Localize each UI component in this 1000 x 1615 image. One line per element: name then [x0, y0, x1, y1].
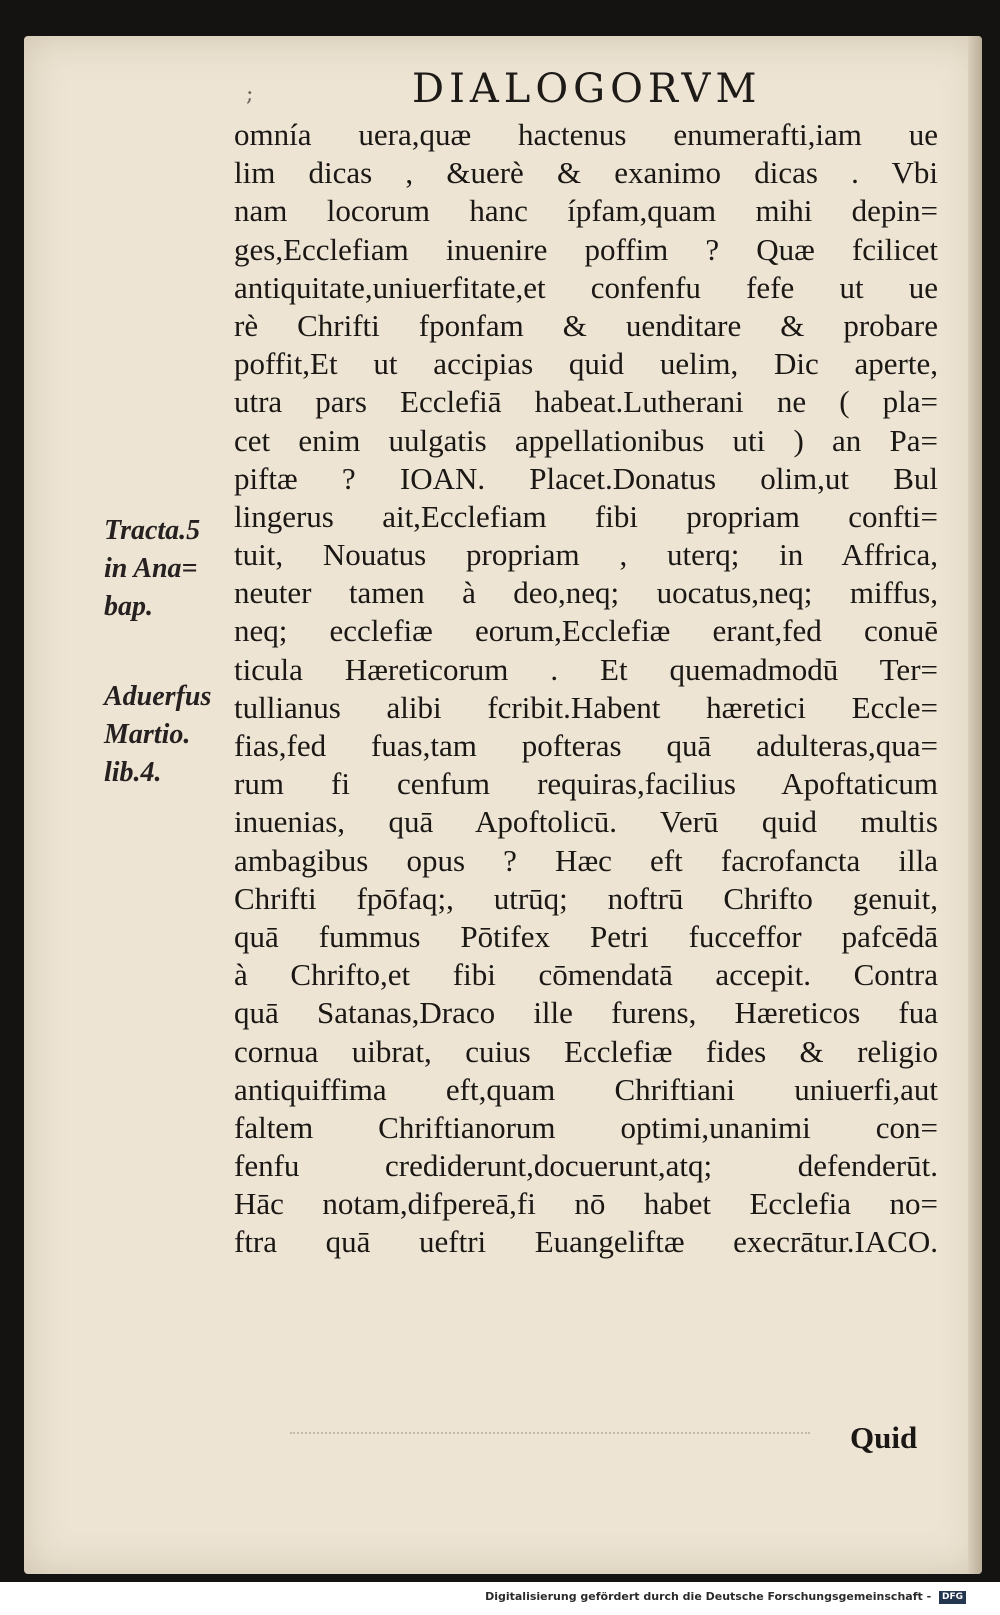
text-line: quā Satanas,Draco ille furens, Hæreticos fua — [234, 995, 938, 1031]
text-line: faltem Chriftianorum optimi,unanimi con= — [234, 1109, 938, 1145]
text-line: omnía uera,quæ hactenus enumerafti,iam ue — [234, 117, 938, 152]
margin-note-line: in Ana= — [104, 553, 198, 584]
text-line: Hāc notam,difpereā,fi nō habet Ecclefia no= — [234, 1186, 938, 1222]
text-line: poffit,Et ut accipias quid uelim, Dic aperte, — [234, 346, 938, 382]
text-line: neq; ecclefiæ eorum,Ecclefiæ erant,fed conuē — [234, 613, 938, 649]
text-line: lingerus ait,Ecclefiam fibi propriam confti= — [234, 498, 938, 534]
text-line: ges,Ecclefiam inuenire poffim ? Quæ fcilicet — [234, 231, 938, 267]
margin-note-tracta — [104, 512, 200, 626]
text-line: Chrifti fpōfaq;, utrūq; noftrū Chrifto genuit, — [234, 880, 938, 916]
text-line: cet enim uulgatis appellationibus uti ) an Pa= — [234, 422, 938, 458]
body-text — [234, 116, 938, 1262]
text-line: inuenias, quā Apoftolicū. Verū quid multis — [234, 804, 938, 840]
text-line: antiquiffima eft,quam Chriftiani uniuerfi,aut — [234, 1071, 938, 1107]
dfg-logo-icon: DFG — [939, 1591, 966, 1604]
text-line: fias,fed fuas,tam pofteras quā adulteras,qua= — [234, 728, 938, 763]
text-line: nam locorum hanc ípfam,quam mihi depin= — [234, 193, 938, 229]
catchword: Quid — [850, 1420, 918, 1455]
margin-note-line: Tracta.5 — [104, 515, 201, 546]
text-line: antiquitate,uniuerfitate,et confenfu fefe ut ue — [234, 269, 938, 305]
text-line: ticula Hæreticorum . Et quemadmodū Ter= — [234, 651, 938, 687]
digitization-footer — [485, 1590, 966, 1604]
margin-note-line: bap. — [104, 591, 153, 622]
text-line: cornua uibrat, cuius Ecclefiæ fides & religio — [234, 1033, 938, 1069]
text-line: à Chrifto,et fibi cōmendatā accepit. Contra — [234, 957, 938, 993]
text-line: tuit, Nouatus propriam , uterq; in Affrica, — [234, 537, 938, 573]
text-line: lim dicas , &uerè & exanimo dicas . Vbi — [234, 155, 938, 191]
margin-note-aduersus — [104, 678, 211, 792]
text-line: ftra quā ueftri Euangeliftæ execrātur.IACO. — [234, 1224, 938, 1260]
margin-note-line: lib.4. — [104, 757, 162, 788]
text-line: neuter tamen à deo,neq; uocatus,neq; miffus, — [234, 575, 938, 611]
text-line: quā fummus Pōtifex Petri fucceffor pafcēdā — [234, 918, 938, 954]
text-line: rè Chrifti fponfam & uenditare & probare — [234, 307, 938, 343]
footer-text: Digitalisierung gefördert durch die Deutsche Forschungsgemeinschaft - — [485, 1590, 932, 1603]
margin-note-line: Aduerfus — [104, 681, 212, 712]
page-edge — [968, 36, 982, 1574]
text-line: utra pars Ecclefiā habeat.Lutherani ne ( pla= — [234, 384, 938, 420]
text-line: fenfu crediderunt,docuerunt,atq; defenderūt. — [234, 1148, 938, 1184]
margin-note-line: Martio. — [104, 719, 191, 750]
text-line: tullianus alibi fcribit.Habent hæretici Eccle= — [234, 689, 938, 725]
text-line: piftæ ? IOAN. Placet.Donatus olim,ut Bul — [234, 460, 938, 496]
text-line: ambagibus opus ? Hæc eft facrofancta illa — [234, 842, 938, 878]
head-mark: ; — [246, 82, 254, 107]
text-line: rum fi cenfum requiras,facilius Apoftaticum — [234, 766, 938, 802]
running-head: DIALOGORVM — [412, 66, 762, 112]
bleed-through-offset — [290, 1432, 810, 1448]
